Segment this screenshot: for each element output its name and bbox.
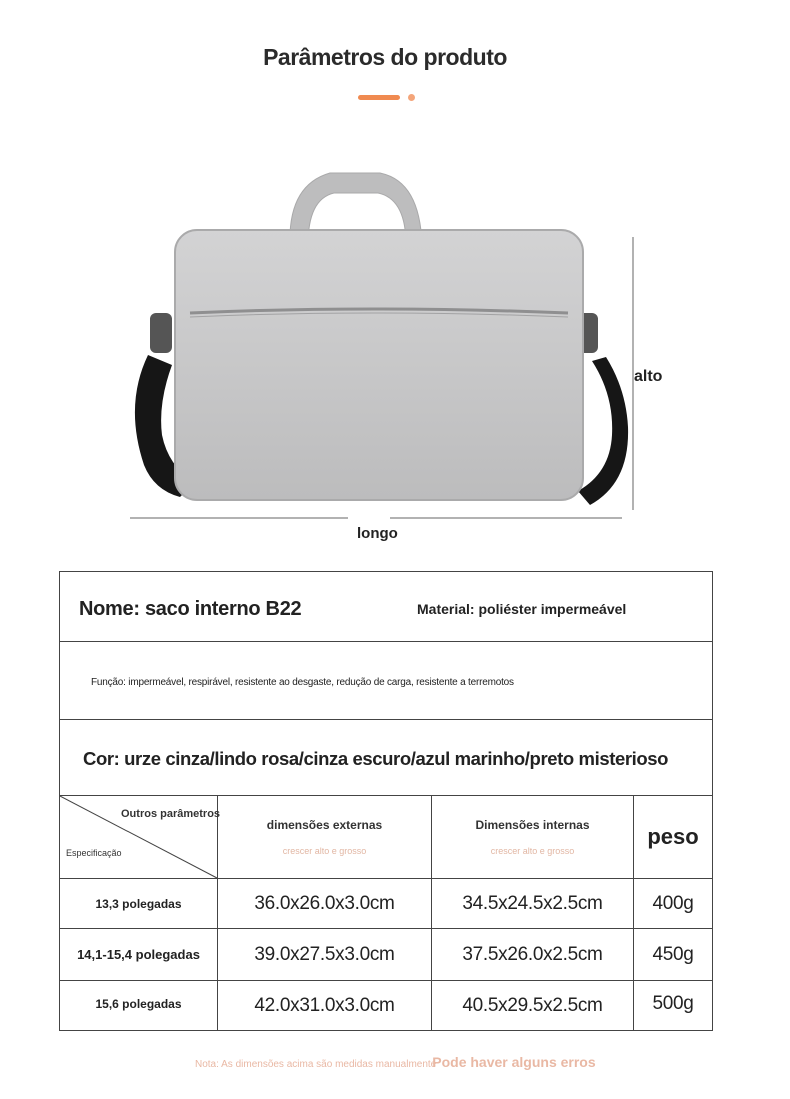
hook-left [150, 313, 172, 353]
inner-dim-2: 37.5x26.0x2.5cm [462, 943, 603, 965]
size-label-1: 13,3 polegadas [95, 896, 182, 911]
function-row [60, 642, 712, 720]
weight-1: 400g [652, 892, 694, 914]
header-inner: Dimensões internas crescer alto e grosso [475, 818, 590, 856]
laptop-bag-image [120, 165, 640, 535]
corner-label-top: Outros parâmetros [121, 808, 221, 820]
spec-table [59, 571, 713, 1031]
footer-note-suffix: Pode haver alguns erros [432, 1054, 596, 1070]
product-colors: Cor: urze cinza/lindo rosa/cinza escuro/azul marinho/preto misterioso [83, 748, 669, 769]
header-outer: dimensões externas crescer alto e grosso [266, 818, 383, 856]
header-weight: peso [647, 824, 699, 849]
size-label-3: 15,6 polegadas [95, 997, 182, 1011]
product-name: Nome: saco interno B22 [79, 598, 302, 620]
outer-dim-2: 39.0x27.5x3.0cm [254, 943, 395, 965]
strap-right [578, 357, 628, 505]
color-row [60, 720, 712, 796]
product-function: Função: impermeável, respirável, resistente ao desgaste, redução de carga, resistente a terremotos [91, 677, 514, 688]
bag-body [175, 230, 583, 500]
outer-dim-1: 36.0x26.0x3.0cm [254, 892, 395, 914]
length-label: longo [357, 525, 398, 542]
title-accent-bar [358, 95, 400, 100]
dimensions-grid [60, 796, 712, 1030]
height-label: alto [634, 368, 663, 385]
weight-3: 500g [652, 993, 694, 1014]
outer-dim-3: 42.0x31.0x3.0cm [254, 994, 395, 1016]
footer-note-prefix: Nota: As dimensões acima são medidas manualmente [195, 1059, 437, 1070]
size-label-2: 14,1-15,4 polegadas [77, 947, 200, 962]
corner-label-bottom: Especificação [66, 848, 122, 858]
title-accent-dot [408, 94, 415, 101]
page-title: Parâmetros do produto [263, 44, 507, 70]
name-row [60, 572, 712, 642]
footer-note [195, 1054, 596, 1072]
inner-dim-1: 34.5x24.5x2.5cm [462, 892, 603, 914]
product-material: Material: poliéster impermeável [417, 601, 627, 617]
weight-2: 450g [652, 943, 694, 965]
inner-dim-3: 40.5x29.5x2.5cm [462, 994, 603, 1016]
